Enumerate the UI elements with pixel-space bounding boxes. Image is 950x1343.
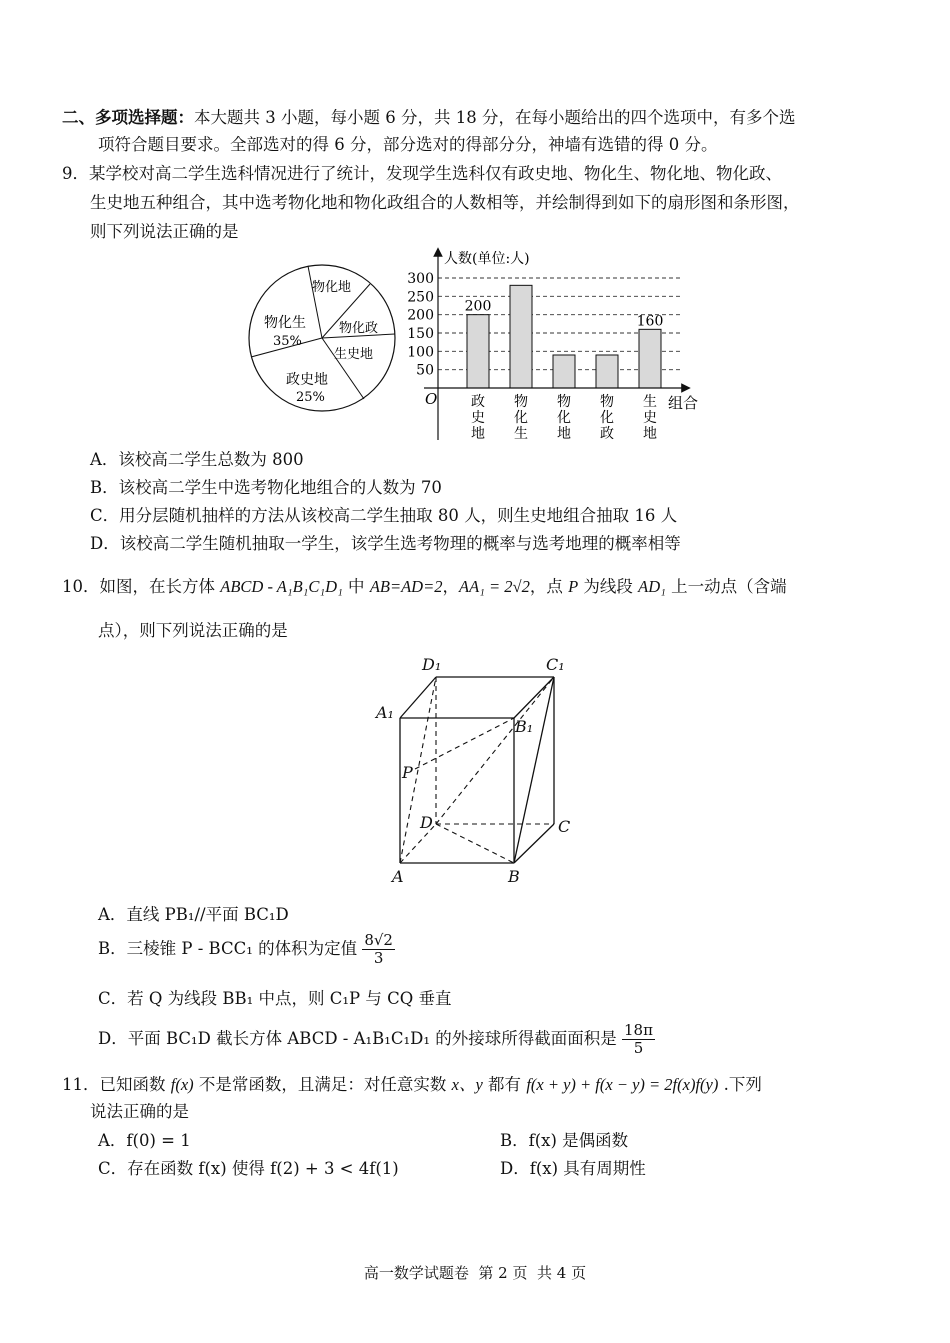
bar-2	[510, 285, 532, 388]
section-intro-2: 项符合题目要求。全部选对的得 6 分，部分选对的得部分分，神墙有选错的得 0 分。	[98, 135, 718, 154]
pie-divider-1	[308, 266, 322, 338]
q10-option-b-text: B．三棱锥 P - BCC₁ 的体积为定值	[98, 939, 358, 958]
y-tick-label: 100	[407, 344, 434, 361]
q10-option-b	[98, 932, 395, 967]
fraction-numerator: 8√2	[364, 931, 393, 949]
bar-5	[639, 329, 661, 388]
page-footer: 高一数学试题卷 第 2 页 共 4 页	[363, 1264, 587, 1282]
q10-text-2: 点），则下列说法正确的是	[98, 621, 288, 640]
fraction-numerator: 18π	[623, 1021, 653, 1039]
bar-4	[596, 355, 618, 388]
q11-option-b: B．f(x) 是偶函数	[500, 1131, 629, 1150]
q11-option-a: A．f(0) = 1	[98, 1131, 191, 1150]
q10-text-a: 如图，在长方体	[99, 577, 221, 596]
label-D1: D₁	[422, 655, 442, 674]
edge-BC	[514, 824, 554, 863]
y-tick-label: 300	[407, 271, 434, 287]
category-label-char: 地	[471, 426, 485, 442]
q10-option-a: A．直线 PB₁//平面 BC₁D	[98, 905, 289, 924]
cuboid-figure	[370, 652, 580, 888]
q9-text-2: 生史地五种组合，其中选考物化地和物化政组合的人数相等，并绘制得到如下的扇形图和条形图，	[90, 193, 800, 212]
category-label-char: 史	[643, 410, 657, 426]
category-label-char: 化	[514, 410, 528, 426]
pie-label-wuhuazheng: 物化政	[339, 321, 379, 336]
bar-chart	[404, 246, 720, 442]
pie-label-zhengshidi: 政史地	[286, 372, 328, 388]
q11-line1	[62, 1072, 762, 1098]
pie-pct-zhengshidi: 25%	[296, 390, 325, 405]
segment-PB1	[415, 718, 514, 769]
bar-1	[467, 315, 489, 388]
label-B1: B₁	[515, 717, 534, 736]
label-C: C	[558, 817, 571, 836]
y-axis-label: 人数(单位:人)	[444, 251, 530, 267]
category-label-char: 化	[557, 410, 571, 426]
x-axis-label: 组合	[668, 394, 699, 412]
label-C1: C₁	[546, 655, 565, 674]
edge-A1D1	[400, 677, 436, 718]
pie-label-wuhuadi: 物化地	[312, 280, 352, 295]
q9-option-b: B．该校高二学生中选考物化地组合的人数为 70	[90, 478, 442, 497]
q11-text-c: 不是常函数，且满足：对任意实数	[193, 1075, 452, 1094]
q10-text-d: AB=AD=2	[369, 577, 443, 596]
label-B: B	[508, 867, 520, 886]
bar-3	[553, 355, 575, 388]
category-label-char: 物	[600, 394, 614, 410]
bar-data-label: 160	[636, 313, 664, 330]
edge-B1C1	[514, 677, 554, 718]
q10-number: 10．	[62, 577, 100, 596]
q11-text-g: .下列	[718, 1075, 762, 1094]
q9-text-3: 则下列说法正确的是	[90, 222, 239, 241]
q11-option-c: C．存在函数 f(x) 使得 f(2) + 3 < 4f(1)	[98, 1159, 399, 1178]
category-label-char: 政	[600, 426, 614, 442]
y-tick-label: 50	[416, 362, 434, 379]
q10-text-i: 为线段	[578, 577, 639, 596]
q11-number: 11．	[62, 1075, 100, 1094]
q10-text-b: ABCD - A₁B₁C₁D₁	[220, 577, 343, 596]
fraction-denominator: 5	[633, 1039, 644, 1057]
q11-text-e: 都有	[482, 1075, 527, 1094]
category-label-char: 生	[514, 426, 528, 442]
pie-label-wuhuasheng: 物化生	[264, 315, 306, 331]
pie-label-shengshidi: 生史地	[334, 347, 374, 362]
segment-DB	[436, 824, 514, 863]
category-label-char: 物	[514, 394, 528, 410]
q9-option-a: A．该校高二学生总数为 800	[90, 450, 304, 469]
y-tick-label: 200	[407, 307, 434, 324]
section-intro-1: 本大题共 3 小题，每小题 6 分，共 18 分，在每小题给出的四个选项中，有多个选	[194, 108, 796, 127]
segment-BC1	[514, 677, 554, 863]
q10-option-c: C．若 Q 为线段 BB₁ 中点，则 C₁P 与 CQ 垂直	[98, 989, 452, 1008]
q10-option-d	[98, 1022, 655, 1057]
q11-text-2: 说法正确的是	[90, 1102, 189, 1121]
label-A1: A₁	[376, 703, 394, 722]
section-heading-line1	[62, 105, 795, 131]
q11-option-d: D．f(x) 具有周期性	[500, 1159, 646, 1178]
label-D: D	[420, 813, 433, 832]
q9-line1	[62, 161, 782, 187]
y-tick-label: 150	[407, 326, 434, 342]
q11-text-a: 已知函数	[99, 1075, 171, 1094]
segment-DC1	[436, 677, 554, 824]
category-label-char: 政	[471, 394, 485, 410]
label-A: A	[392, 867, 404, 886]
label-P: P	[402, 763, 413, 782]
category-label-char: 生	[643, 394, 657, 410]
pie-pct-wuhuasheng: 35%	[273, 334, 302, 349]
q10-option-d-fraction	[622, 1022, 655, 1057]
q9-number: 9．	[62, 164, 89, 183]
q10-text-e: ，	[442, 577, 459, 596]
section-heading: 二、多项选择题：	[62, 108, 194, 127]
q9-option-c: C．用分层随机抽样的方法从该校高二学生抽取 80 人，则生史地组合抽取 16 人	[90, 506, 678, 525]
q10-text-h: P	[568, 577, 579, 596]
q11-text-d: x、y	[451, 1075, 483, 1094]
q10-option-b-fraction	[362, 932, 395, 967]
bar-data-label: 200	[464, 298, 492, 315]
category-label-char: 物	[557, 394, 571, 410]
category-label-char: 化	[600, 410, 614, 426]
category-label-char: 地	[643, 426, 657, 442]
origin-label: O	[425, 390, 438, 408]
q10-text-g: ，点	[529, 577, 569, 596]
q9-option-d: D．该校高二学生随机抽取一学生，该学生选考物理的概率与选考地理的概率相等	[90, 534, 681, 553]
q10-text-j: AD₁	[638, 577, 666, 596]
fraction-denominator: 3	[373, 949, 384, 967]
q10-text-k: 上一动点（含端	[665, 577, 787, 596]
q11-text-b: f(x)	[170, 1075, 194, 1094]
pie-chart	[246, 262, 398, 414]
q10-text-f: AA₁ = 2√2	[458, 577, 530, 596]
category-label-char: 史	[471, 410, 485, 426]
q10-option-d-text: D．平面 BC₁D 截长方体 ABCD - A₁B₁C₁D₁ 的外接球所得截面面积是	[98, 1029, 617, 1048]
q10-text-c: 中	[342, 577, 370, 596]
q11-text-f: f(x + y) + f(x − y) = 2f(x)f(y)	[526, 1075, 719, 1094]
q10-line1	[62, 574, 787, 600]
q9-text-1: 某学校对高二学生选科情况进行了统计，发现学生选科仅有政史地、物化生、物化地、物化政、	[89, 164, 782, 183]
y-tick-label: 250	[407, 289, 434, 306]
category-label-char: 地	[557, 426, 571, 442]
